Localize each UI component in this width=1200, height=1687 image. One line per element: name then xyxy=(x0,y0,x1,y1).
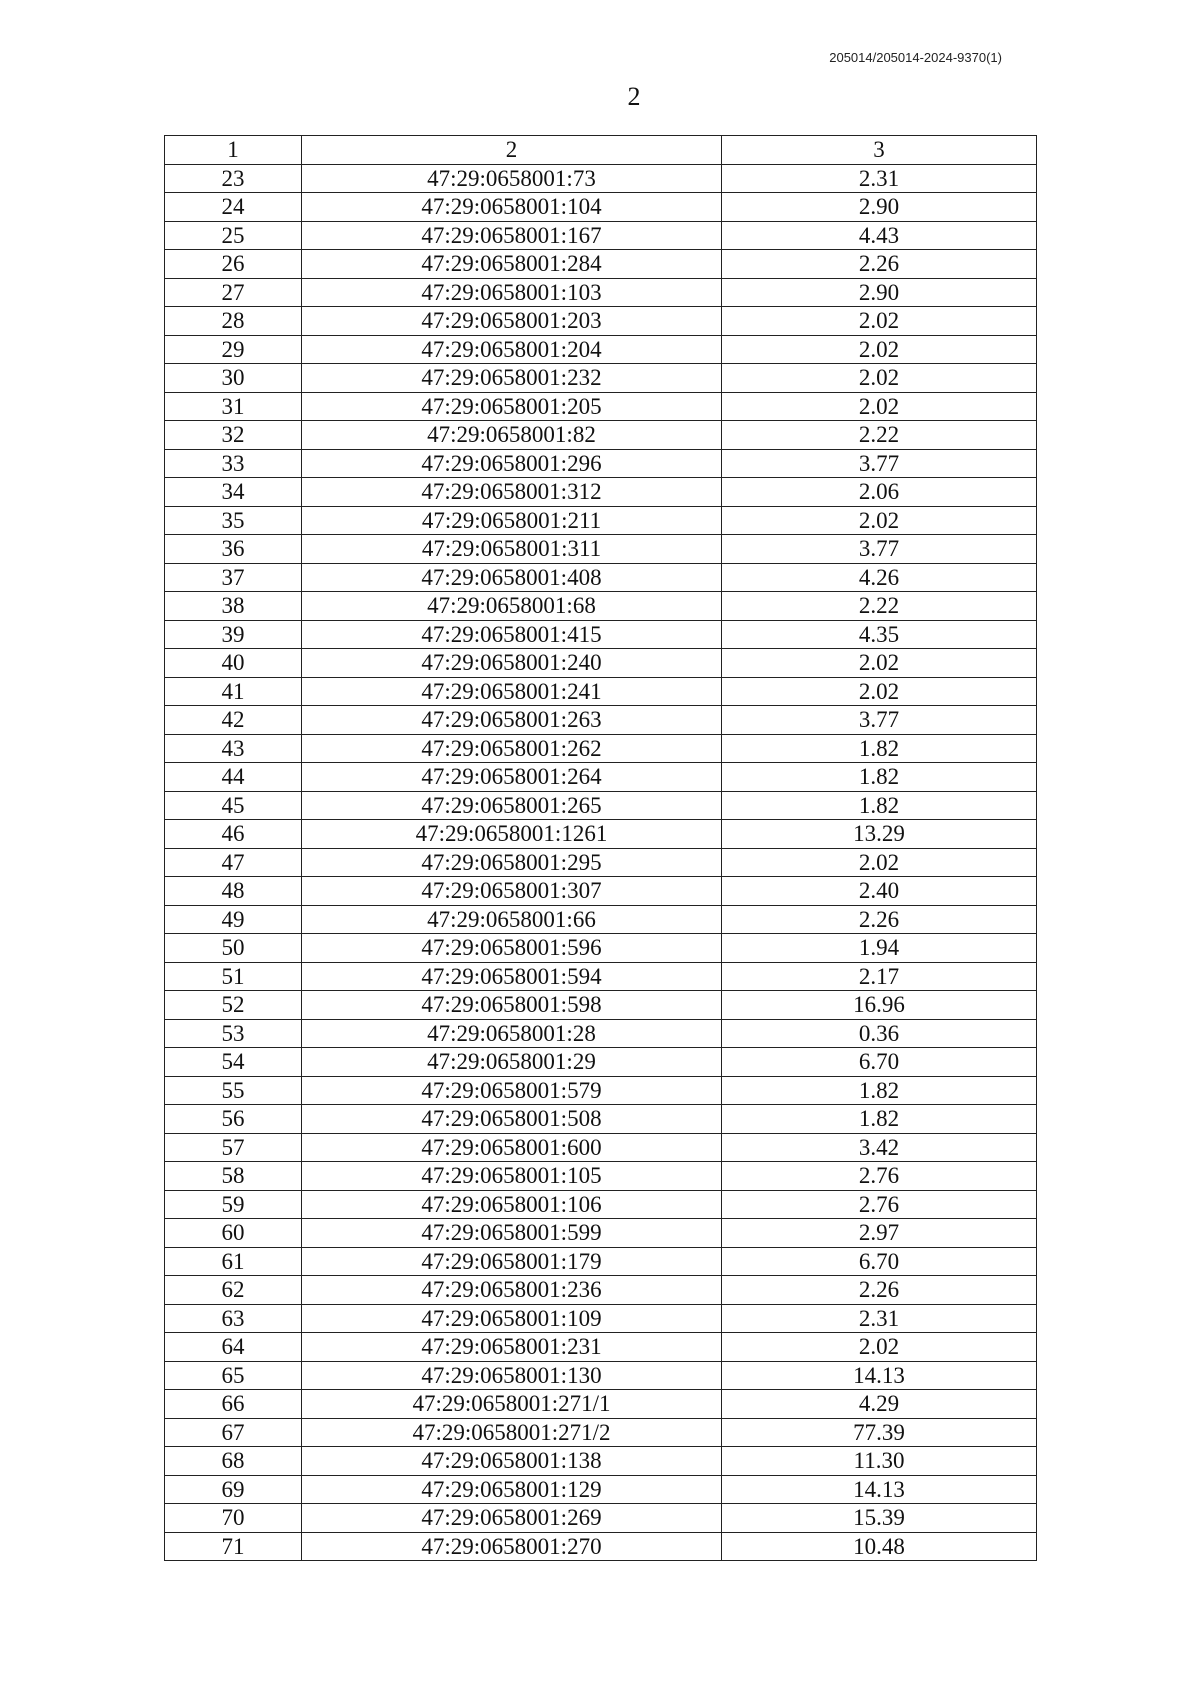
table-row xyxy=(165,1475,1037,1504)
table-row xyxy=(165,421,1037,450)
cadastral-number-cell: 47:29:0658001:408 xyxy=(302,563,722,592)
row-number-cell: 30 xyxy=(165,364,302,393)
cadastral-number-cell: 47:29:0658001:265 xyxy=(302,791,722,820)
cadastral-number-cell: 47:29:0658001:284 xyxy=(302,250,722,279)
table-row xyxy=(165,1162,1037,1191)
table-row xyxy=(165,1276,1037,1305)
row-number-cell: 48 xyxy=(165,877,302,906)
column-header: 3 xyxy=(722,136,1037,165)
cadastral-number-cell: 47:29:0658001:271/2 xyxy=(302,1418,722,1447)
cadastral-number-cell: 47:29:0658001:1261 xyxy=(302,820,722,849)
cadastral-number-cell: 47:29:0658001:205 xyxy=(302,392,722,421)
cadastral-number-cell: 47:29:0658001:307 xyxy=(302,877,722,906)
row-number-cell: 53 xyxy=(165,1019,302,1048)
table-row xyxy=(165,1504,1037,1533)
table-row xyxy=(165,1048,1037,1077)
cadastral-number-cell: 47:29:0658001:179 xyxy=(302,1247,722,1276)
cadastral-number-cell: 47:29:0658001:211 xyxy=(302,506,722,535)
cadastral-number-cell: 47:29:0658001:415 xyxy=(302,620,722,649)
table-row xyxy=(165,1219,1037,1248)
table-row xyxy=(165,506,1037,535)
cadastral-number-cell: 47:29:0658001:167 xyxy=(302,221,722,250)
table-row xyxy=(165,677,1037,706)
cadastral-number-cell: 47:29:0658001:263 xyxy=(302,706,722,735)
row-number-cell: 35 xyxy=(165,506,302,535)
row-number-cell: 68 xyxy=(165,1447,302,1476)
table-row xyxy=(165,1105,1037,1134)
value-cell: 2.02 xyxy=(722,506,1037,535)
table-row xyxy=(165,962,1037,991)
value-cell: 2.90 xyxy=(722,193,1037,222)
cadastral-number-cell: 47:29:0658001:240 xyxy=(302,649,722,678)
row-number-cell: 31 xyxy=(165,392,302,421)
cadastral-number-cell: 47:29:0658001:311 xyxy=(302,535,722,564)
value-cell: 2.06 xyxy=(722,478,1037,507)
table-row xyxy=(165,1418,1037,1447)
row-number-cell: 44 xyxy=(165,763,302,792)
cadastral-number-cell: 47:29:0658001:236 xyxy=(302,1276,722,1305)
value-cell: 14.13 xyxy=(722,1361,1037,1390)
value-cell: 2.97 xyxy=(722,1219,1037,1248)
value-cell: 14.13 xyxy=(722,1475,1037,1504)
table-header-row xyxy=(165,136,1037,165)
cadastral-number-cell: 47:29:0658001:262 xyxy=(302,734,722,763)
cadastral-number-cell: 47:29:0658001:29 xyxy=(302,1048,722,1077)
row-number-cell: 69 xyxy=(165,1475,302,1504)
cadastral-number-cell: 47:29:0658001:105 xyxy=(302,1162,722,1191)
value-cell: 2.22 xyxy=(722,421,1037,450)
cadastral-number-cell: 47:29:0658001:269 xyxy=(302,1504,722,1533)
table-row xyxy=(165,1190,1037,1219)
cadastral-number-cell: 47:29:0658001:264 xyxy=(302,763,722,792)
cadastral-number-cell: 47:29:0658001:68 xyxy=(302,592,722,621)
value-cell: 2.26 xyxy=(722,250,1037,279)
table-row xyxy=(165,193,1037,222)
value-cell: 2.02 xyxy=(722,335,1037,364)
row-number-cell: 45 xyxy=(165,791,302,820)
cadastral-number-cell: 47:29:0658001:109 xyxy=(302,1304,722,1333)
value-cell: 2.31 xyxy=(722,164,1037,193)
row-number-cell: 41 xyxy=(165,677,302,706)
row-number-cell: 23 xyxy=(165,164,302,193)
value-cell: 2.76 xyxy=(722,1162,1037,1191)
cadastral-number-cell: 47:29:0658001:599 xyxy=(302,1219,722,1248)
value-cell: 6.70 xyxy=(722,1247,1037,1276)
page-number: 2 xyxy=(627,82,641,111)
table-row xyxy=(165,535,1037,564)
table-row xyxy=(165,791,1037,820)
row-number-cell: 71 xyxy=(165,1532,302,1561)
cadastral-number-cell: 47:29:0658001:270 xyxy=(302,1532,722,1561)
row-number-cell: 27 xyxy=(165,278,302,307)
value-cell: 2.02 xyxy=(722,1333,1037,1362)
row-number-cell: 46 xyxy=(165,820,302,849)
table-row xyxy=(165,164,1037,193)
value-cell: 2.02 xyxy=(722,677,1037,706)
table-body xyxy=(165,136,1037,1561)
value-cell: 2.40 xyxy=(722,877,1037,906)
table-row xyxy=(165,877,1037,906)
cadastral-number-cell: 47:29:0658001:104 xyxy=(302,193,722,222)
value-cell: 3.77 xyxy=(722,706,1037,735)
table-row xyxy=(165,221,1037,250)
value-cell: 15.39 xyxy=(722,1504,1037,1533)
cadastral-number-cell: 47:29:0658001:594 xyxy=(302,962,722,991)
row-number-cell: 29 xyxy=(165,335,302,364)
table-row xyxy=(165,1019,1037,1048)
value-cell: 16.96 xyxy=(722,991,1037,1020)
column-header: 2 xyxy=(302,136,722,165)
row-number-cell: 42 xyxy=(165,706,302,735)
cadastral-number-cell: 47:29:0658001:129 xyxy=(302,1475,722,1504)
row-number-cell: 62 xyxy=(165,1276,302,1305)
row-number-cell: 47 xyxy=(165,848,302,877)
row-number-cell: 54 xyxy=(165,1048,302,1077)
value-cell: 4.43 xyxy=(722,221,1037,250)
value-cell: 11.30 xyxy=(722,1447,1037,1476)
row-number-cell: 36 xyxy=(165,535,302,564)
table-row xyxy=(165,620,1037,649)
table-row xyxy=(165,934,1037,963)
row-number-cell: 49 xyxy=(165,905,302,934)
row-number-cell: 57 xyxy=(165,1133,302,1162)
value-cell: 3.77 xyxy=(722,535,1037,564)
table-row xyxy=(165,1076,1037,1105)
column-header: 1 xyxy=(165,136,302,165)
row-number-cell: 28 xyxy=(165,307,302,336)
row-number-cell: 67 xyxy=(165,1418,302,1447)
cadastral-number-cell: 47:29:0658001:106 xyxy=(302,1190,722,1219)
row-number-cell: 61 xyxy=(165,1247,302,1276)
row-number-cell: 63 xyxy=(165,1304,302,1333)
row-number-cell: 25 xyxy=(165,221,302,250)
cadastral-number-cell: 47:29:0658001:598 xyxy=(302,991,722,1020)
table-row xyxy=(165,1133,1037,1162)
table-row xyxy=(165,1447,1037,1476)
row-number-cell: 33 xyxy=(165,449,302,478)
value-cell: 1.82 xyxy=(722,763,1037,792)
table-row xyxy=(165,307,1037,336)
table-row xyxy=(165,763,1037,792)
table-row xyxy=(165,250,1037,279)
table-row xyxy=(165,848,1037,877)
cadastral-number-cell: 47:29:0658001:82 xyxy=(302,421,722,450)
value-cell: 2.17 xyxy=(722,962,1037,991)
row-number-cell: 55 xyxy=(165,1076,302,1105)
table-row xyxy=(165,1247,1037,1276)
table-row xyxy=(165,1304,1037,1333)
cadastral-number-cell: 47:29:0658001:231 xyxy=(302,1333,722,1362)
value-cell: 10.48 xyxy=(722,1532,1037,1561)
value-cell: 4.29 xyxy=(722,1390,1037,1419)
value-cell: 13.29 xyxy=(722,820,1037,849)
row-number-cell: 60 xyxy=(165,1219,302,1248)
cadastral-number-cell: 47:29:0658001:596 xyxy=(302,934,722,963)
row-number-cell: 26 xyxy=(165,250,302,279)
table-row xyxy=(165,905,1037,934)
value-cell: 1.82 xyxy=(722,734,1037,763)
row-number-cell: 65 xyxy=(165,1361,302,1390)
row-number-cell: 70 xyxy=(165,1504,302,1533)
table-row xyxy=(165,820,1037,849)
row-number-cell: 66 xyxy=(165,1390,302,1419)
row-number-cell: 43 xyxy=(165,734,302,763)
value-cell: 6.70 xyxy=(722,1048,1037,1077)
table-row xyxy=(165,1333,1037,1362)
row-number-cell: 24 xyxy=(165,193,302,222)
cadastral-number-cell: 47:29:0658001:204 xyxy=(302,335,722,364)
cadastral-number-cell: 47:29:0658001:232 xyxy=(302,364,722,393)
table-row xyxy=(165,335,1037,364)
data-table xyxy=(164,135,1037,1561)
value-cell: 1.94 xyxy=(722,934,1037,963)
table-row xyxy=(165,478,1037,507)
cadastral-number-cell: 47:29:0658001:66 xyxy=(302,905,722,934)
row-number-cell: 32 xyxy=(165,421,302,450)
cadastral-number-cell: 47:29:0658001:28 xyxy=(302,1019,722,1048)
cadastral-number-cell: 47:29:0658001:296 xyxy=(302,449,722,478)
value-cell: 1.82 xyxy=(722,791,1037,820)
value-cell: 77.39 xyxy=(722,1418,1037,1447)
cadastral-number-cell: 47:29:0658001:241 xyxy=(302,677,722,706)
table-row xyxy=(165,734,1037,763)
cadastral-number-cell: 47:29:0658001:508 xyxy=(302,1105,722,1134)
value-cell: 2.02 xyxy=(722,848,1037,877)
value-cell: 2.02 xyxy=(722,649,1037,678)
table-row xyxy=(165,592,1037,621)
value-cell: 2.31 xyxy=(722,1304,1037,1333)
cadastral-number-cell: 47:29:0658001:271/1 xyxy=(302,1390,722,1419)
value-cell: 2.22 xyxy=(722,592,1037,621)
cadastral-number-cell: 47:29:0658001:138 xyxy=(302,1447,722,1476)
row-number-cell: 64 xyxy=(165,1333,302,1362)
value-cell: 2.02 xyxy=(722,392,1037,421)
document-id: 205014/205014-2024-9370(1) xyxy=(829,50,1002,65)
table-row xyxy=(165,278,1037,307)
table-row xyxy=(165,1532,1037,1561)
value-cell: 4.26 xyxy=(722,563,1037,592)
row-number-cell: 51 xyxy=(165,962,302,991)
value-cell: 3.77 xyxy=(722,449,1037,478)
row-number-cell: 37 xyxy=(165,563,302,592)
table-row xyxy=(165,991,1037,1020)
row-number-cell: 39 xyxy=(165,620,302,649)
cadastral-number-cell: 47:29:0658001:295 xyxy=(302,848,722,877)
value-cell: 1.82 xyxy=(722,1105,1037,1134)
table-row xyxy=(165,563,1037,592)
row-number-cell: 52 xyxy=(165,991,302,1020)
cadastral-number-cell: 47:29:0658001:203 xyxy=(302,307,722,336)
value-cell: 2.90 xyxy=(722,278,1037,307)
value-cell: 3.42 xyxy=(722,1133,1037,1162)
table-row xyxy=(165,1361,1037,1390)
cadastral-number-cell: 47:29:0658001:600 xyxy=(302,1133,722,1162)
table-row xyxy=(165,392,1037,421)
value-cell: 2.26 xyxy=(722,1276,1037,1305)
table-row xyxy=(165,1390,1037,1419)
table-row xyxy=(165,649,1037,678)
cadastral-number-cell: 47:29:0658001:73 xyxy=(302,164,722,193)
value-cell: 2.26 xyxy=(722,905,1037,934)
row-number-cell: 59 xyxy=(165,1190,302,1219)
row-number-cell: 40 xyxy=(165,649,302,678)
cadastral-number-cell: 47:29:0658001:579 xyxy=(302,1076,722,1105)
row-number-cell: 56 xyxy=(165,1105,302,1134)
value-cell: 1.82 xyxy=(722,1076,1037,1105)
value-cell: 2.02 xyxy=(722,364,1037,393)
row-number-cell: 38 xyxy=(165,592,302,621)
value-cell: 0.36 xyxy=(722,1019,1037,1048)
value-cell: 2.02 xyxy=(722,307,1037,336)
cadastral-number-cell: 47:29:0658001:130 xyxy=(302,1361,722,1390)
cadastral-number-cell: 47:29:0658001:103 xyxy=(302,278,722,307)
row-number-cell: 58 xyxy=(165,1162,302,1191)
value-cell: 2.76 xyxy=(722,1190,1037,1219)
table-row xyxy=(165,364,1037,393)
table-row xyxy=(165,706,1037,735)
cadastral-number-cell: 47:29:0658001:312 xyxy=(302,478,722,507)
row-number-cell: 34 xyxy=(165,478,302,507)
table-row xyxy=(165,449,1037,478)
row-number-cell: 50 xyxy=(165,934,302,963)
value-cell: 4.35 xyxy=(722,620,1037,649)
